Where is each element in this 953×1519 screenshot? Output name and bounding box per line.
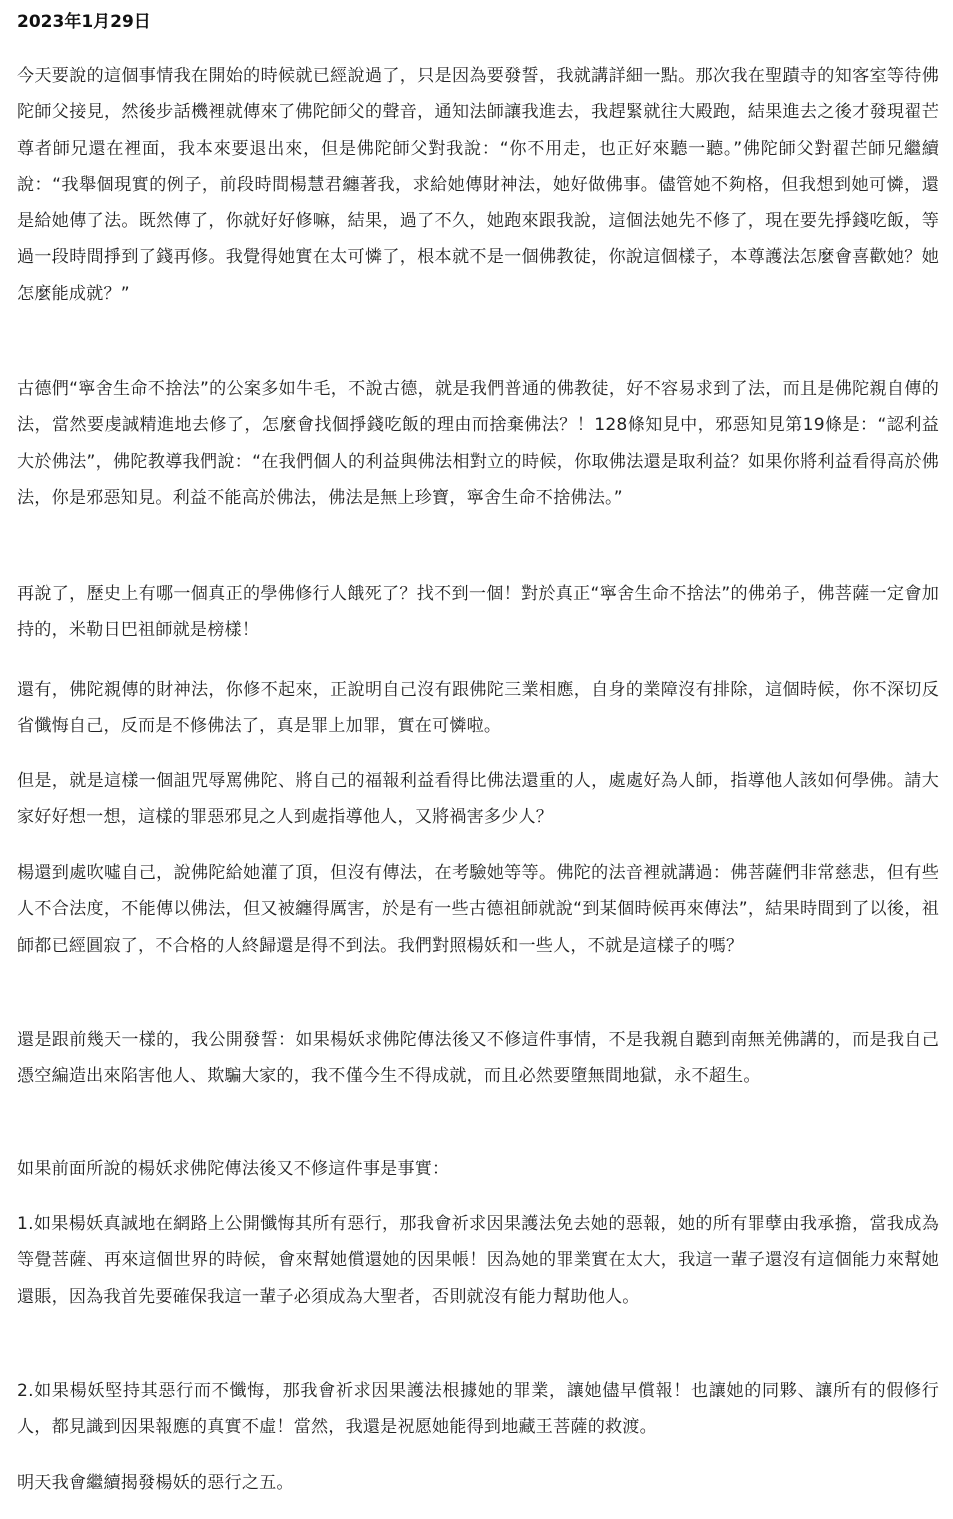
paragraph-6: 楊還到處吹噓自己，說佛陀給她灌了頂，但沒有傳法，在考驗她等等。佛陀的法音裡就講過：佛菩薩們非常慈悲，但有些人不合法度，不能傳以佛法，但又被纏得厲害，於是有一些古德祖師就說“到某個時候再來傳法”，結果時間到了以後，祖師都已經圓寂了，不合格的人終歸還是得不到法。我們對照楊妖和一些人，不就是這樣子的嗎？ (17, 863, 939, 956)
post-date: 2023年1月29日 (17, 12, 151, 32)
paragraph-7: 還是跟前幾天一樣的，我公開發誓：如果楊妖求佛陀傳法後又不修這件事情，不是我親自聽到南無羌佛講的，而是我自己憑空編造出來陷害他人、欺騙大家的，我不僅今生不得成就，而且必然要墮無間地獄，永不超生。 (17, 1030, 939, 1087)
paragraph-4: 還有，佛陀親傳的財神法，你修不起來，正說明自己沒有跟佛陀三業相應，自身的業障沒有排除，這個時候，你不深切反省懺悔自己，反而是不修佛法了，真是罪上加罪，實在可憐啦。 (17, 680, 939, 737)
paragraph-10: 2.如果楊妖堅持其惡行而不懺悔，那我會祈求因果護法根據她的罪業，讓她儘早償報！也讓她的同夥、讓所有的假修行人，都見識到因果報應的真實不虛！當然，我還是祝愿她能得到地藏王菩薩的救渡。 (17, 1381, 939, 1438)
paragraph-2: 古德們“寧舍生命不捨法”的公案多如牛毛，不說古德，就是我們普通的佛教徒，好不容易求到了法，而且是佛陀親自傳的法，當然要虔誠精進地去修了，怎麼會找個掙錢吃飯的理由而捨棄佛法？！128條知見中，邪惡知見第19條是：“認利益大於佛法”，佛陀教導我們說：“在我們個人的利益與佛法相對立的時候，你取佛法還是取利益？如果你將利益看得高於佛法，你是邪惡知見。利益不能高於佛法，佛法是無上珍寶，寧舍生命不捨佛法。” (17, 379, 939, 508)
paragraph-9: 1.如果楊妖真誠地在網路上公開懺悔其所有惡行，那我會祈求因果護法免去她的惡報，她的所有罪孽由我承擔，當我成為等覺菩薩、再來這個世界的時候，會來幫她償還她的因果帳！因為她的罪業實在太大，我這一輩子還沒有這個能力來幫她還賬，因為我首先要確保我這一輩子必須成為大聖者，否則就沒有能力幫助他人。 (17, 1214, 939, 1307)
paragraph-3: 再說了，歷史上有哪一個真正的學佛修行人餓死了？找不到一個！對於真正“寧舍生命不捨法”的佛弟子，佛菩薩一定會加持的，米勒日巴祖師就是榜樣！ (17, 584, 939, 641)
paragraph-8: 如果前面所說的楊妖求佛陀傳法後又不修這件事是事實： (17, 1159, 450, 1179)
paragraph-11: 明天我會繼續揭發楊妖的惡行之五。 (17, 1473, 294, 1493)
paragraph-1: 今天要說的這個事情我在開始的時候就已經說過了，只是因為要發誓，我就講詳細一點。那次我在聖蹟寺的知客室等待佛陀師父接見，然後步話機裡就傳來了佛陀師父的聲音，通知法師讓我進去，我趕緊就往大殿跑，結果進去之後才發現翟芒尊者師兄還在裡面，我本來要退出來，但是佛陀師父對我說：“你不用走，也正好來聽一聽。”佛陀師父對翟芒師兄繼續說：“我舉個現實的例子，前段時間楊慧君纏著我，求給她傳財神法，她好做佛事。儘管她不夠格，但我想到她可憐，還是給她傳了法。既然傳了，你就好好修嘛，結果，過了不久，她跑來跟我說，這個法她先不修了，現在要先掙錢吃飯，等過一段時間掙到了錢再修。我覺得她實在太可憐了，根本就不是一個佛教徒，你說這個樣子，本尊護法怎麼會喜歡她？她怎麼能成就？” (17, 66, 939, 304)
paragraph-5: 但是，就是這樣一個詛咒辱罵佛陀、將自己的福報利益看得比佛法還重的人，處處好為人師，指導他人該如何學佛。請大家好好想一想，這樣的罪惡邪見之人到處指導他人，又將禍害多少人？ (17, 771, 939, 828)
